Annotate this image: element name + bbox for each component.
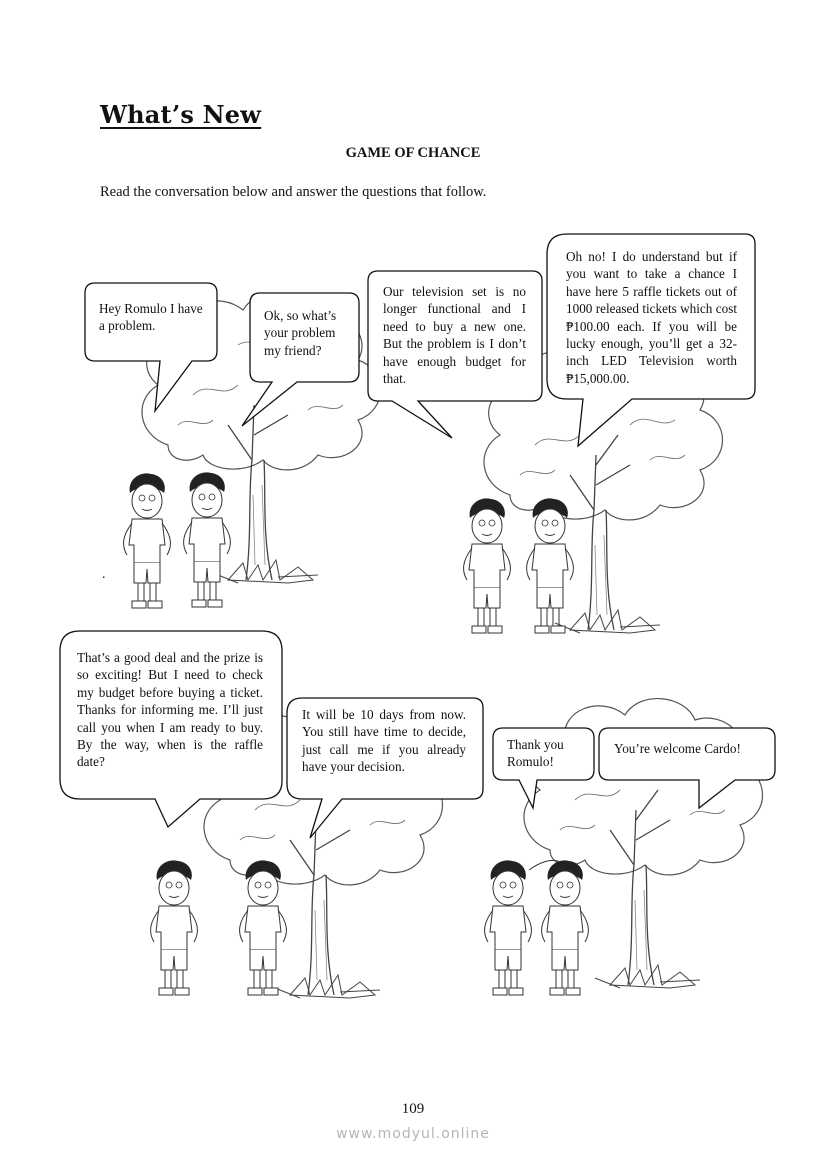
speech-bubble-text: Our television set is no longer functional and I need to buy a new one. But the problem is I don’t have enough budget for that. — [383, 284, 526, 387]
speech-bubble-text: Hey Romulo I have a problem. — [99, 301, 203, 334]
speech-bubble-text: Oh no! I do understand but if you want to take a chance I have here 5 raffle tickets out of 1000 released tickets which cost ₱100.00 each. If you will be lucky enough, you’ll get a 32-inch LED Television worth ₱15,000.00. — [566, 249, 737, 386]
section-title: GAME OF CHANCE — [345, 145, 481, 161]
speech-bubble-text: It will be 10 days from now. You still have time to decide, just call me if you already have your decision. — [302, 707, 466, 775]
speech-bubble-text: Thank you Romulo! — [507, 737, 564, 770]
speech-bubble-text: You’re welcome Cardo! — [614, 741, 741, 756]
page-number: 109 — [401, 1101, 425, 1117]
speech-bubble-text: That’s a good deal and the prize is so exciting! But I need to check my budget before buying a ticket. Thanks for informing me. I’ll just call you when I am ready to buy. By the way, when is the raffle date? — [77, 650, 263, 770]
watermark: www.modyul.online — [336, 1126, 490, 1142]
speech-bubble-text: Ok, so what’s your problem my friend? — [264, 308, 337, 358]
stray-mark: . — [102, 567, 106, 582]
instruction-text: Read the conversation below and answer the questions that follow. — [100, 184, 487, 200]
page-heading: What’s New — [100, 100, 262, 129]
